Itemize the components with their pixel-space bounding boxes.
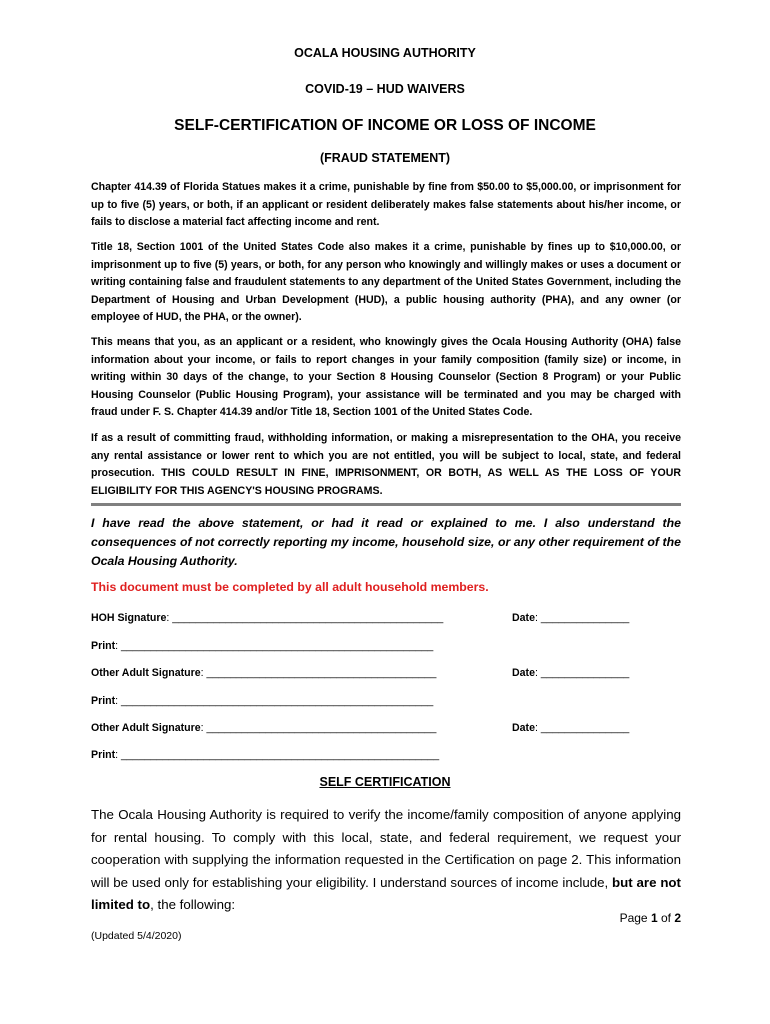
print-label: Print (91, 749, 116, 761)
hoh-print-field[interactable] (91, 640, 433, 652)
page-total: 2 (674, 911, 681, 925)
body-text-bold: but are not limited to (91, 874, 681, 912)
hoh-signature-line: : ______________________________________________ (166, 612, 444, 624)
of-word: of (657, 911, 675, 925)
fraud-statement-heading: (FRAUD STATEMENT) (319, 151, 451, 165)
other-adult-signature-line: : _______________________________________ (200, 667, 437, 679)
other-adult-signature-field-2[interactable] (91, 722, 436, 734)
other-adult-signature-field-1[interactable] (91, 667, 436, 679)
other-adult-print-field-2[interactable] (91, 749, 439, 761)
paragraph-prosecution: If as a result of committing fraud, withholding information, or making a misrepresentation to the OHA, you receive any rental assistance or lower rent to which you are not entitled, you will be subject to local, state, and federal prosecution. THIS COULD RESULT IN FINE, IMPRISONMENT, OR BOTH, AS WELL AS THE LOSS OF YOUR ELIGIBILITY FOR THIS AGENCY'S HOUSING PROGRAMS. (91, 432, 681, 497)
date-label: Date (512, 667, 535, 679)
hoh-signature-field[interactable] (91, 612, 443, 624)
date-line: : _______________ (534, 722, 630, 734)
other-adult-signature-label: Other Adult Signature (91, 667, 201, 679)
hoh-signature-label: HOH Signature (91, 612, 167, 624)
date-line: : _______________ (534, 667, 630, 679)
print-line: : ______________________________________________________ (115, 749, 440, 761)
adult-members-notice: This document must be completed by all adult household members. (91, 580, 489, 594)
print-line: : _____________________________________________________ (115, 695, 434, 707)
self-certification-heading: SELF CERTIFICATION (319, 775, 451, 789)
date-label: Date (512, 722, 535, 734)
document-title: SELF-CERTIFICATION OF INCOME OR LOSS OF INCOME (174, 117, 596, 134)
date-line: : _______________ (534, 612, 630, 624)
date-label: Date (512, 612, 535, 624)
body-text-end: , the following: (150, 897, 236, 912)
self-certification-body (91, 804, 681, 917)
page-number (620, 911, 681, 925)
paragraph-us-code: Title 18, Section 1001 of the United States Code also makes it a crime, punishable by fines up to $10,000.00, or imprisonment up to five (5) years, or both, for any person who knowingly and willingly makes or uses a document or writing containing false and fraudulent statements to any department of the United States Government, including the Department of Housing and Urban Development (HUD), a public housing authority (PHA), and any owner (or employee of HUD, the PHA, or the owner). (91, 241, 681, 323)
print-line: : _____________________________________________________ (115, 640, 434, 652)
paragraph-consequences: This means that you, as an applicant or a resident, who knowingly gives the Ocala Housing Authority (OHA) false information about your income, or fails to report changes in your family composition (family size) or income, in writing within 30 days of the change, to your Section 8 Housing Counselor (Section 8 Program) or your Public Housing Counselor (Public Housing Program), your assistance will be terminated and you may be charged with fraud under F. S. Chapter 414.39 and/or Title 18, Section 1001 of the United States Code. (91, 336, 681, 418)
other-adult-date-field-1[interactable] (512, 667, 629, 679)
updated-date: (Updated 5/4/2020) (91, 930, 182, 942)
other-adult-date-field-2[interactable] (512, 722, 629, 734)
org-heading: OCALA HOUSING AUTHORITY (294, 46, 476, 60)
body-text-start: The Ocala Housing Authority is required to verify the income/family composition of anyone applying for rental housing. To comply with this local, state, and federal requirement, we request your cooperation with supplying the information requested in the Certification on page 2. This information will be used only for establishing your eligibility. I understand sources of income include, (91, 807, 681, 890)
paragraph-florida-statute: Chapter 414.39 of Florida Statues makes it a crime, punishable by fine from $50.00 to $5,000.00, or imprisonment for up to five (5) years, or both, if an applicant or resident deliberately makes false statements about his/her income, or fails to disclose a material fact affecting income and rent. (91, 181, 681, 228)
acknowledgement-statement: I have read the above statement, or had it read or explained to me. I also understand the consequences of not correctly reporting my income, household size, or any other requirement of the Ocala Housing Authority. (91, 516, 681, 568)
covid-subtitle: COVID-19 – HUD WAIVERS (305, 82, 465, 96)
other-adult-signature-line: : _______________________________________ (200, 722, 437, 734)
section-divider (91, 503, 681, 506)
page-current: 1 (650, 911, 658, 925)
page-word: Page (619, 911, 651, 925)
hoh-date-field[interactable] (512, 612, 629, 624)
print-label: Print (91, 640, 116, 652)
other-adult-signature-label: Other Adult Signature (91, 722, 201, 734)
print-label: Print (91, 695, 116, 707)
other-adult-print-field-1[interactable] (91, 695, 433, 707)
